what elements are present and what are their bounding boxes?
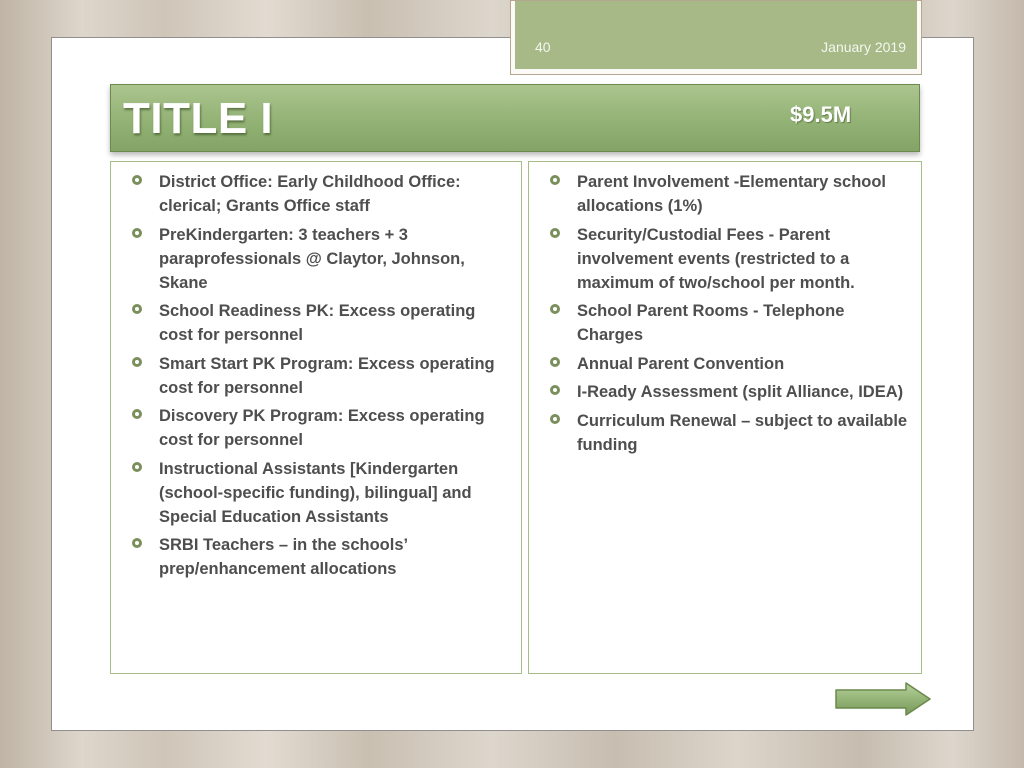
slide-header-panel <box>515 1 917 69</box>
title-bar <box>110 84 920 152</box>
left-content-box <box>110 161 522 674</box>
list-item <box>159 457 511 529</box>
bullet-icon <box>132 228 142 238</box>
right-bullet-list <box>529 162 921 457</box>
list-item <box>159 404 511 452</box>
bullet-icon <box>550 228 560 238</box>
list-item-text: Curriculum Renewal – subject to available funding <box>577 411 908 454</box>
list-item <box>159 299 511 347</box>
slide-date: January 2019 <box>821 39 906 55</box>
list-item <box>577 299 911 347</box>
list-item <box>577 170 911 218</box>
list-item-text: Discovery PK Program: Excess operating cost for personnel <box>159 407 485 449</box>
list-item-text: SRBI Teachers – in the schools’ prep/enhancement allocations <box>159 536 408 578</box>
list-item-text: Instructional Assistants [Kindergarten (school-specific funding), bilingual] and Special Education Assistants <box>159 459 472 526</box>
next-slide-button[interactable] <box>834 681 932 717</box>
list-item <box>577 352 911 376</box>
bullet-icon <box>550 357 560 367</box>
list-item-text: I-Ready Assessment (split Alliance, IDEA) <box>577 383 904 401</box>
slide-title: TITLE I <box>123 94 274 143</box>
list-item-text: District Office: Early Childhood Office: clerical; Grants Office staff <box>159 173 461 215</box>
list-item-text: PreKindergarten: 3 teachers + 3 paraprofessionals @ Claytor, Johnson, Skane <box>159 225 465 292</box>
list-item <box>577 223 911 295</box>
list-item-text: Smart Start PK Program: Excess operating cost for personnel <box>159 354 495 397</box>
bullet-icon <box>550 414 560 424</box>
bullet-icon <box>132 462 142 472</box>
list-item-text: Annual Parent Convention <box>577 354 785 373</box>
bullet-icon <box>132 409 142 419</box>
bullet-icon <box>550 175 560 185</box>
slide-header-tab <box>510 0 922 75</box>
list-item <box>159 533 511 581</box>
right-arrow-icon <box>834 681 932 717</box>
bullet-icon <box>132 304 142 314</box>
list-item-text: School Parent Rooms - Telephone Charges <box>577 302 845 344</box>
list-item <box>577 409 911 457</box>
list-item <box>577 380 911 404</box>
bullet-icon <box>132 357 142 367</box>
list-item-text: Security/Custodial Fees - Parent involvement events (restricted to a maximum of two/school per month. <box>577 225 855 292</box>
list-item <box>159 170 511 218</box>
right-content-box <box>528 161 922 674</box>
bullet-icon <box>132 538 142 548</box>
bullet-icon <box>550 304 560 314</box>
bullet-icon <box>550 385 560 395</box>
left-bullet-list <box>111 162 521 581</box>
budget-amount: $9.5M <box>790 102 852 127</box>
list-item-text: Parent Involvement -Elementary school allocations (1%) <box>577 173 887 215</box>
list-item <box>159 352 511 400</box>
slide-number: 40 <box>535 39 551 55</box>
list-item <box>159 223 511 295</box>
bullet-icon <box>132 175 142 185</box>
list-item-text: School Readiness PK: Excess operating cost for personnel <box>159 302 476 344</box>
